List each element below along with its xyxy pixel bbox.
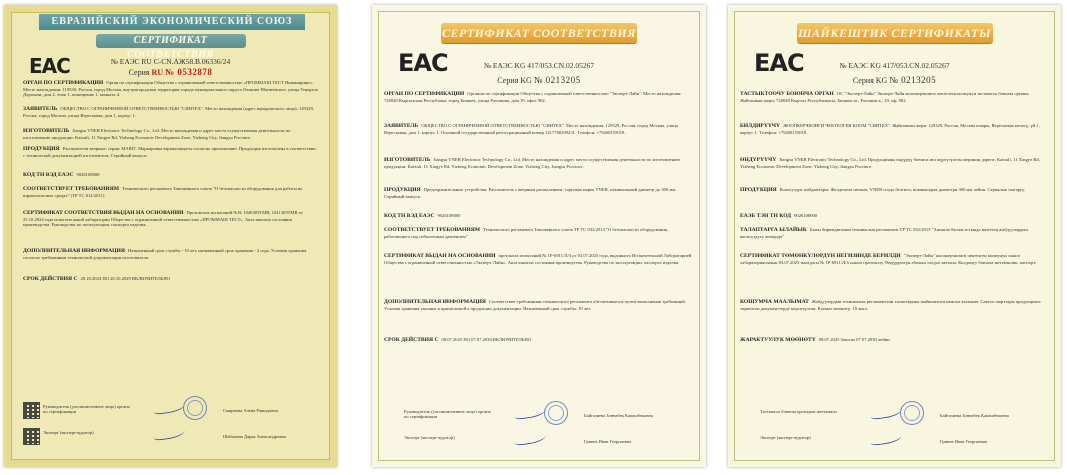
qr-code-icon — [23, 402, 40, 419]
signature-row — [23, 400, 318, 422]
section — [23, 106, 318, 118]
section — [23, 80, 318, 98]
eac-logo: ЕАС — [398, 49, 448, 77]
signature-name: Байгазиева Зоннабек Капашбековна — [584, 413, 653, 418]
signature-scribble — [869, 431, 902, 446]
signature-name: Смирнова Алена Рашидовна — [223, 408, 278, 413]
section — [740, 157, 1049, 169]
section — [384, 253, 694, 265]
section — [384, 123, 694, 135]
series-number: № 0532878 — [165, 67, 213, 77]
signature-scribble — [513, 405, 546, 420]
signature-name: Гринев Иван Георгиевич — [940, 439, 988, 444]
section-label: ИЗГОТОВИТЕЛЬ — [23, 128, 70, 134]
section-label: ТАЛАПТАРГА ЫЛАЙЫК — [740, 227, 807, 233]
section — [384, 337, 694, 344]
section — [23, 172, 318, 179]
section-text: ЖООПКЕРЧИЛИГИ ЧЕКТЕЛГЕН КООМ "СИНТЕХ". Жайгашкан жери: 129329, Россия, Москва шаары, Вересковая көчөсү, үй 1, корпус 1. Телефон: +79268155018. — [740, 123, 1040, 135]
certificate-kg-ru — [372, 5, 706, 467]
series-number: № 0213205 — [889, 75, 937, 85]
section-text: Распылители веерные, серия: MARIT. Маркировка взрывозащиты согласно приложению. Продукция изготовлена в соответствии с технической документацией изготовителя. Серийный выпуск. — [23, 146, 316, 158]
section-label: СРОК ДЕЙСТВИЯ С — [384, 337, 439, 343]
signature-scribble — [513, 431, 546, 446]
series-line — [372, 75, 706, 85]
section-text: Jiangsu VNER Electronic Technology Co., Ltd. Продукцияны өндүрүү боюнча иш жүргүзүлгөн жеринин дареги: Kaixuli, 11 Xingye Rd, Yizheng Economic Development Zone, Yizheng City, Jiangsu Province. — [740, 157, 1040, 169]
section — [384, 187, 694, 199]
section-label: КОД ТН ВЭД ЕАЭС — [384, 213, 435, 219]
signature-name: Шабалина Дарья Александровна — [223, 434, 286, 439]
section — [740, 299, 1049, 311]
signature-name: Байгазиева Зоннабек Капашбековна — [940, 413, 1009, 418]
signature-role: Руководитель (уполномоченное лицо) органа по сертификации — [43, 404, 130, 414]
section-text: Протоколов испытаний №№ 1040303ТМВ, 1041303ТМВ от 25.10.2024 года испытательной лаборатории Общества с ограниченной ответственностью «ПРОММАШ ТЕСТ». Акта анализа состояния производства. Руководства по эксплуатации, паспорта изделия. — [23, 210, 303, 228]
section-label: ӨНДҮРҮҮЧҮ — [740, 157, 777, 163]
section-label: ОРГАН ПО СЕРТИФИКАЦИИ — [23, 80, 104, 86]
section-text: ОС "Эксперт-Лайн" Эксперт-Лайн жоопкерчилиги чектелген коомунун тастыктоо боюнча органы. Жайгашкан жери: 720040 Кыргыз Республикасы, Бишкек ш., Раззаков к., 19, оф. 902. — [740, 91, 1030, 103]
eac-logo: ЕАС — [754, 49, 804, 77]
section-label: СЕРТИФИКАТ ТӨМӨНКҮЛӨРДҮН НЕГИЗИНДЕ БЕРИЛДИ — [740, 253, 901, 259]
section — [384, 299, 694, 311]
section — [384, 213, 694, 220]
section-label: КОШУМЧА МААЛЫМАТ — [740, 299, 809, 305]
signature-role: Руководитель (уполномоченное лицо) органа по сертификации — [404, 409, 491, 419]
section-text: "Эксперт-Лайн" жоопкерчилиги чектелген коомунун сыноо лабораториясынын 03.07.2025-жылдагы № 1Р-6911/Л/З сыноо протоколу. Өндүрүштүн абалын талдоо актысы. Колдонуу боюнча жетекчилик, паспорт. — [740, 253, 1037, 265]
certificate-kg-ky — [728, 5, 1061, 467]
certificate-banner: СЕРТИФИКАТ СООТВЕТСТВИЯ — [96, 34, 246, 48]
signature-row — [23, 426, 318, 448]
section-text: 08.07.2025 ПО 07.07.2030 ВКЛЮЧИТЕЛЬНО — [441, 337, 531, 342]
section-text: Соответствие требованиям технического регламента обеспечивается путем выполнения требований. Условия хранения указаны в прилагаемой к продукции документации. Назначенный срок службы: 10 лет. — [384, 299, 686, 311]
stamp-seal — [900, 401, 924, 425]
series-number: № 0213205 — [533, 75, 581, 85]
section-label: СРОК ДЕЙСТВИЯ С — [23, 276, 78, 282]
section — [740, 213, 1049, 220]
signature-row — [384, 405, 694, 427]
certificate-number: № ЕАЭС RU С-CN.АЖ58.В.06336/24 — [110, 57, 231, 66]
signature-name: Гринев Иван Георгиевич — [584, 439, 632, 444]
series-line — [11, 67, 330, 77]
section-label: ИЗГОТОВИТЕЛЬ — [384, 157, 431, 163]
signature-role: Эксперт (эксперт-аудитор) — [760, 435, 811, 440]
signature-row — [384, 431, 694, 453]
section-text: 9026108000 — [794, 213, 818, 218]
section-text: Jiangsu VNER Electronic Technology Co., Ltd. Место нахождения и адрес места осуществления деятельности по изготовлению продукции: Kaixuli, 11 Xingye Rd, Yizheng Economic Development Zone, Yizheng City, Jiangsu Province. — [23, 128, 291, 140]
section-text: Предохранительные устройства: Распылитель с веерным распылением, торговая марка VNER, номинальный диаметр до 300 мм. Серийный выпуск. — [384, 187, 677, 199]
eac-logo: ЕАС — [29, 54, 70, 78]
signature-row — [740, 405, 1049, 427]
certificate-banner: СЕРТИФИКАТ СООТВЕТСТВИЯ — [441, 23, 637, 43]
signature-scribble — [152, 426, 185, 441]
section-label: ЗАЯВИТЕЛЬ — [384, 123, 419, 129]
section — [384, 157, 694, 169]
section-label: ЖАРАКТУУЛУК МӨӨНӨТҮ — [740, 337, 816, 343]
section-text: Jiangsu VNER Electronic Technology Co., Ltd. Место нахождения и адрес места осуществления деятельности по изготовлению продукции: Kaixuli, 11 Xingye Rd, Yizheng Economic Development Zone, Yizheng City, Jiangsu Province. — [384, 157, 680, 169]
section — [740, 123, 1049, 135]
section — [384, 227, 694, 239]
section-text: протокола испытаний № 1Р-6911/Л/З от 03.07.2025 года, выданного Испытательной Лабораторией Общества с ограниченной ответственностью «Эксперт-Лайн». Акта анализа состояния производства. Руководства по эксплуатации, паспорта изделия. — [384, 253, 692, 265]
section-text: 9026108000 — [437, 213, 461, 218]
certificate-number: № ЕАЭС KG 417/053.CN.02.05267 — [483, 61, 595, 70]
section — [740, 227, 1049, 239]
section-label: ТАСТЫКТООЧУ БОЮНЧА ОРГАН — [740, 91, 834, 97]
section-label: ПРОДУКЦИЯ — [23, 146, 60, 152]
section-label: КОД ТН ВЭД ЕАЭС — [23, 172, 74, 178]
section-label: СООТВЕТСТВУЕТ ТРЕБОВАНИЯМ — [23, 186, 120, 192]
section-label: ЕАЭБ ТЭН ТН КОД — [740, 213, 792, 219]
certificate-banner: ШАЙКЕШТИК СЕРТИФИКАТЫ — [797, 23, 993, 43]
section-text: 9026108000 — [76, 172, 100, 177]
section — [23, 128, 318, 140]
section — [740, 91, 1049, 103]
signature-scribble — [869, 405, 902, 420]
section-text: Технического регламента Таможенного союза "О безопасности оборудования для работы во взрывоопасных средах" (ТР ТС 012/2011) — [23, 186, 303, 198]
section-label: ДОПОЛНИТЕЛЬНАЯ ИНФОРМАЦИЯ — [23, 248, 125, 254]
certificate-number: № ЕАЭС KG 417/053.CN.02.05267 — [839, 61, 950, 70]
section-text: ОБЩЕСТВО С ОГРАНИЧЕННОЙ ОТВЕТСТВЕННОСТЬЮ "СИНТЕХ". Место нахождения: 129329, Россия, город Москва, улица Вересковая, дом 1, корпус 1. Основной государственный регистрационный номер 1217700209231. Телефон: +79268155018. — [384, 123, 678, 135]
series-label: Серия KG — [497, 76, 532, 85]
qr-code-icon — [23, 428, 40, 445]
section-text: Органом по сертификации Общества с ограниченной ответственностью "Эксперт-Лайн". Место нахождения: 720040 Кыргызская Республика, город Бишкек, улица Раззакова, дом 19, офис 902. — [384, 91, 682, 103]
section-label: ЗАЯВИТЕЛЬ — [23, 106, 58, 112]
section-text: Жабдуулардын техникалык регламенттин талаптарына шайкештиги камсыз кылынат. Сактоо шарттары продукцияга тиркелген документтерде көрсөтүлгөн. Кызмат мөөнөтү: 10 жыл. — [740, 299, 1041, 311]
section — [384, 91, 694, 103]
union-title: ЕВРАЗИЙСКИЙ ЭКОНОМИЧЕСКИЙ СОЮЗ — [39, 14, 305, 30]
section-label: ДОПОЛНИТЕЛЬНАЯ ИНФОРМАЦИЯ — [384, 299, 486, 305]
signature-role: Тастыктоо боюнча органдын жетекчиси — [760, 409, 837, 414]
section-label: ОРГАН ПО СЕРТИФИКАЦИИ — [384, 91, 465, 97]
section-text: 08.07.2025 баштап 07.07.2030 чейин — [818, 337, 890, 342]
stamp-seal — [183, 396, 207, 420]
section-text: Бажы биримдигинин техникалык регламенти ТР ТС 032/2013 "Ашыкча басым астында иштеген жабдуулардын коопсуздугу жөнүндө" — [740, 227, 1028, 239]
certificate-ru — [4, 5, 337, 467]
series-line — [728, 75, 1061, 85]
section — [23, 248, 318, 260]
series-code: RU — [151, 68, 164, 77]
section-label: ПРОДУКЦИЯ — [740, 187, 777, 193]
section-text: ОБЩЕСТВО С ОГРАНИЧЕННОЙ ОТВЕТСТВЕННОСТЬЮ "СИНТЕХ". Место нахождения (адрес юридического лица): 129329, Россия, город Москва, улица Вересковая, дом 1, корпус 1. — [23, 106, 314, 118]
section-text: Орган по сертификации Общества с ограниченной ответственностью «ПРОММАШ ТЕСТ Инжиниринг». Место нахождения: 119530, Россия, город Москва, внутригородская территория города муниципального округа Очаково-Матвеевское, улица Генерала Дорохова, дом 2, этаж 1, помещение 1, комната 4. — [23, 80, 318, 98]
section-text: Коопсуздук жабдыктары: Желдеткич чачкыч, VNER соода белгиси, номиналдык диаметри 300 мм чейин. Сериялык чыгаруу. — [779, 187, 1026, 192]
signature-role: Эксперт (эксперт-аудитор) — [404, 435, 455, 440]
section — [23, 210, 318, 228]
section-label: СООТВЕТСТВУЕТ ТРЕБОВАНИЯМ — [384, 227, 481, 233]
section-label: ПРОДУКЦИЯ — [384, 187, 421, 193]
signature-row — [740, 431, 1049, 453]
section-text: Технического регламента Таможенного союза ТР ТС 032/2013 "О безопасности оборудования, работающего под избыточным давлением" — [384, 227, 669, 239]
signature-scribble — [152, 400, 185, 415]
section — [23, 276, 318, 283]
section-label: СЕРТИФИКАТ ВЫДАН НА ОСНОВАНИИ — [384, 253, 496, 259]
section-label: СЕРТИФИКАТ СООТВЕТСТВИЯ ВЫДАН НА ОСНОВАНИИ — [23, 210, 184, 216]
section — [740, 337, 1049, 344]
section — [740, 187, 1049, 194]
section-text: 20.10.2024 ПО 20.10.2029 ВКЛЮЧИТЕЛЬНО — [80, 276, 170, 281]
series-label: Серия — [128, 68, 150, 77]
section — [23, 146, 318, 158]
stamp-seal — [544, 401, 568, 425]
section-label: БИЛДИРҮҮЧҮ — [740, 123, 781, 129]
series-label: Серия KG — [852, 76, 888, 85]
signature-role: Эксперт (эксперт-аудитор) — [43, 430, 94, 435]
section — [23, 186, 318, 198]
section — [740, 253, 1049, 265]
section-text: Назначенный срок службы - 10 лет, назначенный срок хранения - 2 года. Условия хранения согласно требованиям технической документации изготовителя. — [23, 248, 307, 260]
